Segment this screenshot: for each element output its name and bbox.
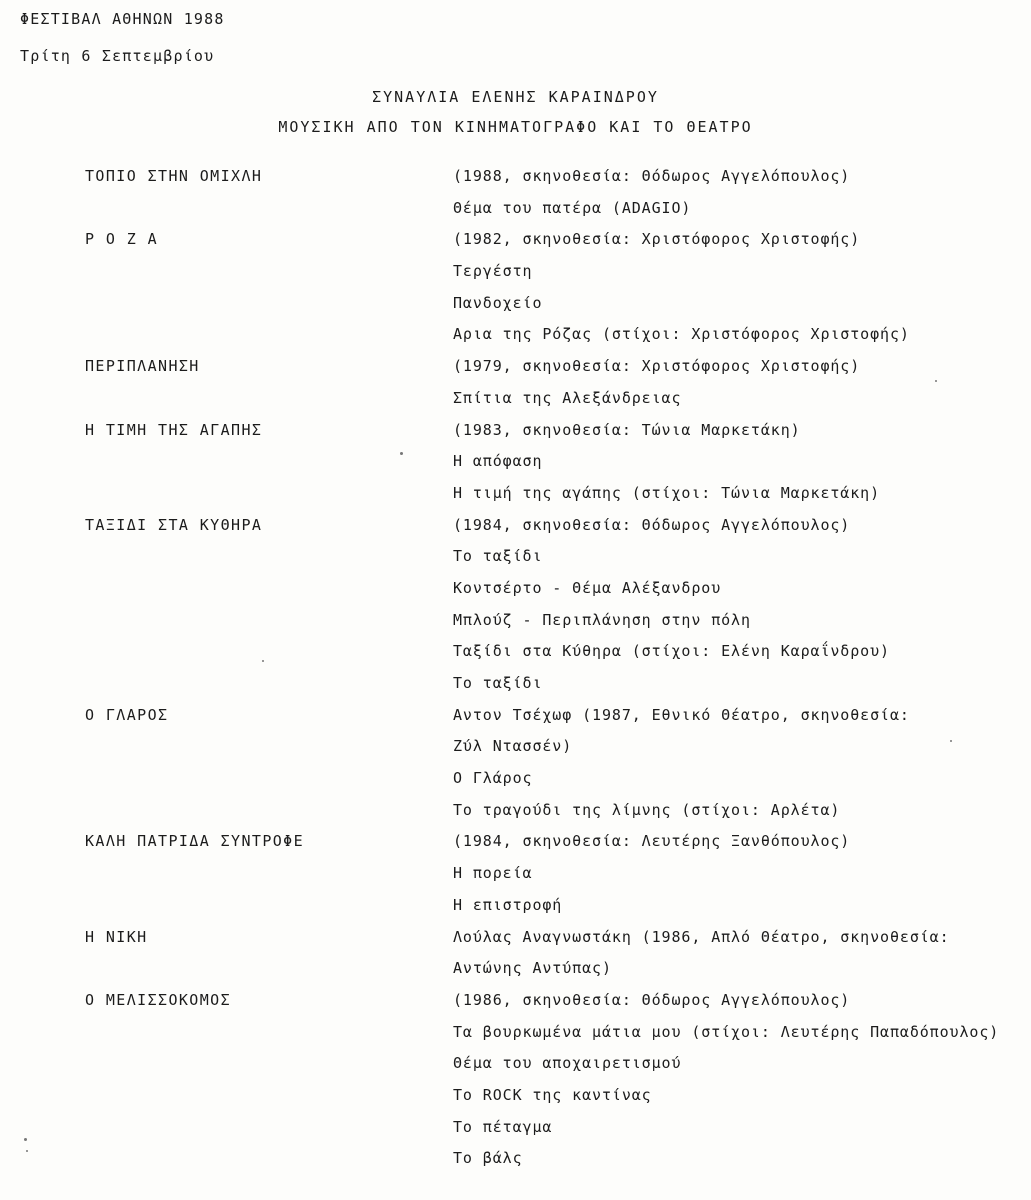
speck bbox=[935, 380, 937, 382]
piece-title: Η απόφαση bbox=[453, 452, 543, 471]
piece-title: Το ταξίδι bbox=[453, 547, 543, 566]
program-row bbox=[0, 955, 1031, 987]
piece-title: Το πέταγμα bbox=[453, 1117, 553, 1136]
speck bbox=[24, 1138, 27, 1141]
program-row bbox=[0, 892, 1031, 924]
piece-title: Θέμα του αποχαιρετισμού bbox=[453, 1054, 682, 1073]
program-row bbox=[0, 1019, 1031, 1051]
piece-title: Μπλούζ - Περιπλάνηση στην πόλη bbox=[453, 610, 751, 629]
work-title: ΤΑΞΙΔΙ ΣΤΑ ΚΥΘΗΡΑ bbox=[85, 515, 263, 534]
work-title: ΤΟΠΙΟ ΣΤΗΝ ΟΜΙΧΛΗ bbox=[85, 167, 263, 185]
work-title: Ο ΜΕΛΙΣΣΟΚΟΜΟΣ bbox=[85, 990, 232, 1009]
work-title: ΠΕΡΙΠΛΑΝΗΣΗ bbox=[85, 357, 200, 376]
piece-title: Πανδοχείο bbox=[453, 293, 543, 312]
piece-title: Η επιστροφή bbox=[453, 895, 563, 914]
work-title: Η ΤΙΜΗ ΤΗΣ ΑΓΑΠΗΣ bbox=[85, 420, 263, 439]
program-row bbox=[0, 607, 1031, 639]
piece-title: Το ταξίδι bbox=[453, 674, 543, 692]
piece-title: Αντώνης Αντύπας) bbox=[453, 959, 612, 978]
program-row bbox=[0, 385, 1031, 417]
work-credit: (1988, σκηνοθεσία: Θόδωρος Αγγελόπουλος) bbox=[453, 167, 851, 185]
work-title: Ο ΓΛΑΡΟΣ bbox=[85, 705, 169, 724]
work-credit: Αντον Τσέχωφ (1987, Εθνικό Θέατρο, σκηνοθεσία: bbox=[453, 705, 910, 724]
speck bbox=[950, 740, 952, 742]
program-row bbox=[0, 860, 1031, 892]
program-row bbox=[0, 797, 1031, 829]
piece-title: Το ROCK της καντίνας bbox=[453, 1085, 652, 1104]
program-row bbox=[0, 987, 1031, 1019]
program-row bbox=[0, 765, 1031, 797]
piece-title: Τεργέστη bbox=[453, 262, 533, 281]
piece-title: Ταξίδι στα Κύθηρα (στίχοι: Ελένη Καραΐνδρου) bbox=[453, 642, 890, 661]
piece-title: Κοντσέρτο - Θέμα Αλέξανδρου bbox=[453, 578, 722, 597]
piece-title: Η τιμή της αγάπης (στίχοι: Τώνια Μαρκετάκη) bbox=[453, 483, 881, 502]
program-row bbox=[0, 638, 1031, 670]
program-row bbox=[0, 321, 1031, 353]
work-credit: (1979, σκηνοθεσία: Χριστόφορος Χριστοφής) bbox=[453, 357, 861, 376]
program-row bbox=[0, 670, 1031, 702]
program-row bbox=[0, 543, 1031, 575]
work-credit: (1984, σκηνοθεσία: Λευτέρης Ξανθόπουλος) bbox=[453, 832, 851, 851]
speck bbox=[400, 452, 403, 455]
work-credit: Λούλας Αναγνωστάκη (1986, Απλό Θέατρο, σκηνοθεσία: bbox=[453, 927, 950, 946]
festival-heading: ΦΕΣΤΙΒΑΛ ΑΘΗΝΩΝ 1988 bbox=[20, 10, 225, 28]
work-title: ΚΑΛΗ ΠΑΤΡΙΔΑ ΣΥΝΤΡΟΦΕ bbox=[85, 832, 305, 851]
program-row bbox=[0, 417, 1031, 449]
work-title: Ρ Ο Ζ Α bbox=[85, 230, 159, 249]
program-row bbox=[0, 702, 1031, 734]
work-credit: (1982, σκηνοθεσία: Χριστόφορος Χριστοφής) bbox=[453, 230, 861, 249]
concert-subtitle: ΜΟΥΣΙΚΗ ΑΠΟ ΤΟΝ ΚΙΝΗΜΑΤΟΓΡΑΦΟ ΚΑΙ ΤΟ ΘΕΑΤΡΟ bbox=[278, 118, 753, 136]
program-row bbox=[0, 480, 1031, 512]
program-row bbox=[0, 353, 1031, 385]
program-row bbox=[0, 1082, 1031, 1114]
piece-title: Τα βουρκωμένα μάτια μου (στίχοι: Λευτέρης Παπαδόπουλος) bbox=[453, 1022, 1000, 1041]
program-row bbox=[0, 195, 1031, 227]
program-row bbox=[0, 1050, 1031, 1082]
program-row bbox=[0, 828, 1031, 860]
concert-title: ΣΥΝΑΥΛΙΑ ΕΛΕΝΗΣ ΚΑΡΑΙΝΔΡΟΥ bbox=[372, 88, 659, 106]
program-row bbox=[0, 258, 1031, 290]
piece-title: Το τραγούδι της λίμνης (στίχοι: Αρλέτα) bbox=[453, 800, 841, 819]
program-row bbox=[0, 575, 1031, 607]
piece-title: Θέμα του πατέρα (ADAGIO) bbox=[453, 198, 692, 217]
piece-title: Το βάλς bbox=[453, 1149, 523, 1168]
piece-title: Ο Γλάρος bbox=[453, 769, 533, 788]
speck bbox=[262, 660, 264, 662]
program-row bbox=[0, 512, 1031, 544]
piece-title: Αρια της Ρόζας (στίχοι: Χριστόφορος Χριστοφής) bbox=[453, 325, 910, 344]
program-row bbox=[0, 226, 1031, 258]
program-row bbox=[0, 733, 1031, 765]
program-row bbox=[0, 1114, 1031, 1146]
piece-title: Σπίτια της Αλεξάνδρειας bbox=[453, 388, 682, 407]
piece-title: Η πορεία bbox=[453, 864, 533, 883]
program-row bbox=[0, 290, 1031, 322]
speck bbox=[26, 1150, 28, 1152]
program-row bbox=[0, 1145, 1031, 1177]
work-title: Η ΝΙΚΗ bbox=[85, 927, 148, 946]
program-list bbox=[0, 163, 1031, 1177]
program-row bbox=[0, 163, 1031, 195]
work-credit: (1983, σκηνοθεσία: Τώνια Μαρκετάκη) bbox=[453, 420, 801, 439]
work-credit: (1984, σκηνοθεσία: Θόδωρος Αγγελόπουλος) bbox=[453, 515, 851, 534]
program-row bbox=[0, 448, 1031, 480]
work-credit: (1986, σκηνοθεσία: Θόδωρος Αγγελόπουλος) bbox=[453, 990, 851, 1009]
concert-date: Τρίτη 6 Σεπτεμβρίου bbox=[20, 47, 215, 65]
program-row bbox=[0, 924, 1031, 956]
piece-title: Ζύλ Ντασσέν) bbox=[453, 737, 573, 756]
